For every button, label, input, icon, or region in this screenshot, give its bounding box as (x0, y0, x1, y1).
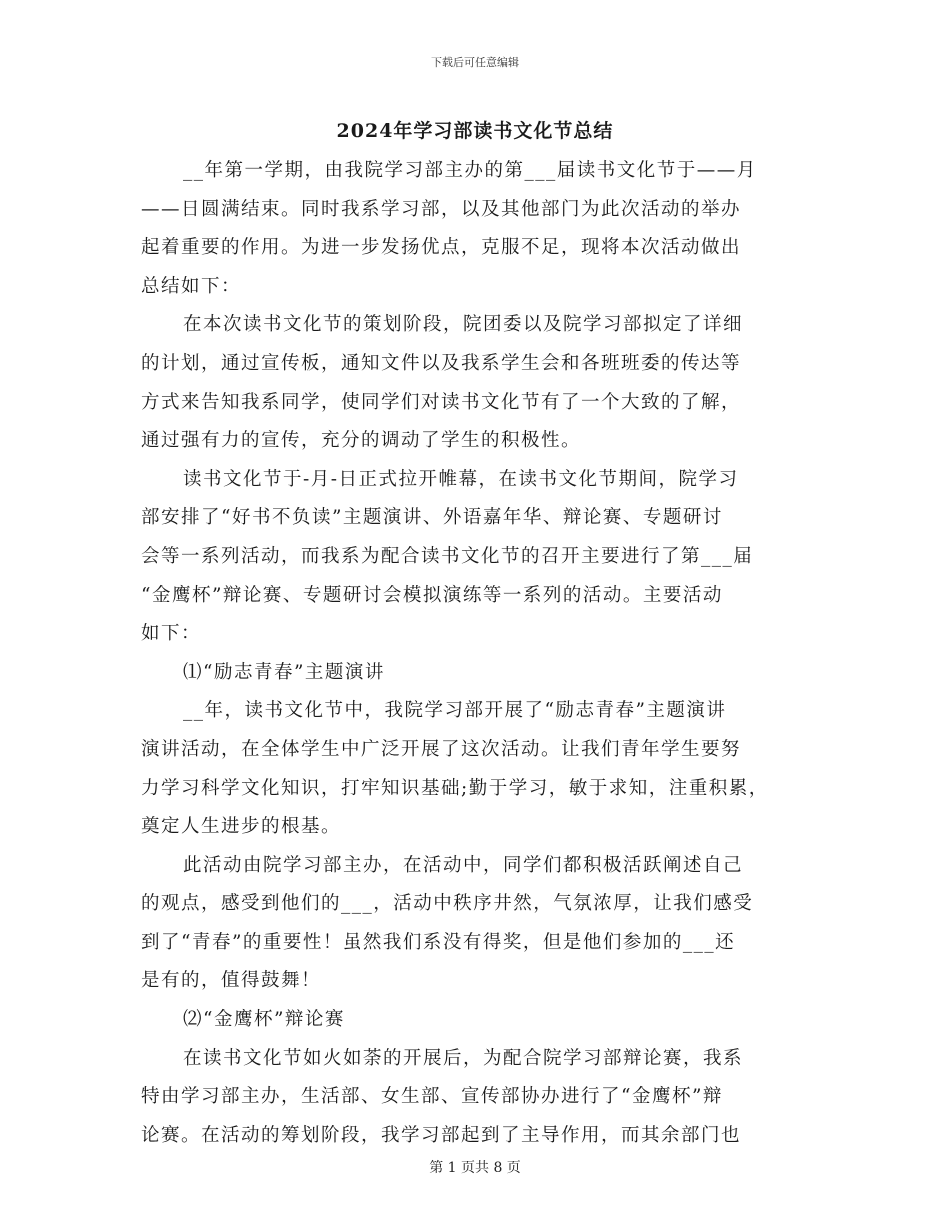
text-line: 论赛。在活动的筹划阶段，我学习部起到了主导作用，而其余部门也 (141, 1124, 742, 1146)
document-body (141, 152, 813, 1155)
text-line: 方式来告知我系同学，使同学们对读书文化节有了一个大致的了解， (141, 391, 742, 413)
text-line: 到了“青春”的重要性！虽然我们系没有得奖，但是他们参加的___还 (141, 931, 736, 953)
text-line: 部安排了“好书不负读”主题演讲、外语嘉年华、辩论赛、专题研讨 (141, 507, 723, 529)
text-line: __年，读书文化节中，我院学习部开展了“励志青春”主题演讲 (183, 700, 727, 722)
text-line: 的观点，感受到他们的___，活动中秩序井然，气氛浓厚，让我们感受 (141, 893, 754, 915)
document-title: 2024年学习部读书文化节总结 (336, 120, 614, 142)
text-line: 起着重要的作用。为进一步发扬优点，克服不足，现将本次活动做出 (141, 237, 742, 259)
text-line: “金鹰杯”辩论赛、专题研讨会模拟演练等一系列的活动。主要活动 (141, 584, 723, 606)
text-line: 总结如下： (141, 275, 242, 297)
text-line: 力学习科学文化知识，打牢知识基础;勤于学习，敏于求知，注重积累， (141, 777, 769, 799)
text-line: 特由学习部主办，生活部、女生部、宣传部协办进行了“金鹰杯”辩 (141, 1086, 723, 1108)
page-footer: 第 1 页共 8 页 (429, 1160, 521, 1176)
text-line: 奠定人生进步的根基。 (141, 816, 342, 838)
header-note: 下载后可任意编辑 (431, 56, 519, 69)
text-line: 的计划，通过宣传板，通知文件以及我系学生会和各班班委的传达等 (141, 352, 742, 374)
text-line: __年第一学期，由我院学习部主办的第___届读书文化节于——月 (183, 160, 757, 181)
section-heading: ⑴“励志青春”主题演讲 (183, 661, 385, 683)
text-line: 演讲活动，在全体学生中广泛开展了这次活动。让我们青年学生要努 (141, 738, 742, 760)
text-line: 在读书文化节如火如荼的开展后，为配合院学习部辩论赛，我系 (183, 1047, 744, 1069)
text-line: 会等一系列活动，而我系为配合读书文化节的召开主要进行了第___届 (141, 545, 754, 567)
text-line: 通过强有力的宣传，充分的调动了学生的积极性。 (141, 430, 582, 452)
text-line: ——日圆满结束。同时我系学习部，以及其他部门为此次活动的举办 (141, 198, 742, 220)
text-line: 读书文化节于-月-日正式拉开帷幕，在读书文化节期间，院学习 (183, 468, 739, 490)
text-line: 是有的，值得鼓舞！ (141, 970, 322, 992)
text-line: 此活动由院学习部主办，在活动中，同学们都积极活跃阐述自己 (183, 854, 744, 876)
text-line: 如下： (141, 623, 202, 645)
text-line: 在本次读书文化节的策划阶段，院团委以及院学习部拟定了详细 (183, 314, 744, 336)
section-heading: ⑵“金鹰杯”辩论赛 (183, 1009, 345, 1031)
